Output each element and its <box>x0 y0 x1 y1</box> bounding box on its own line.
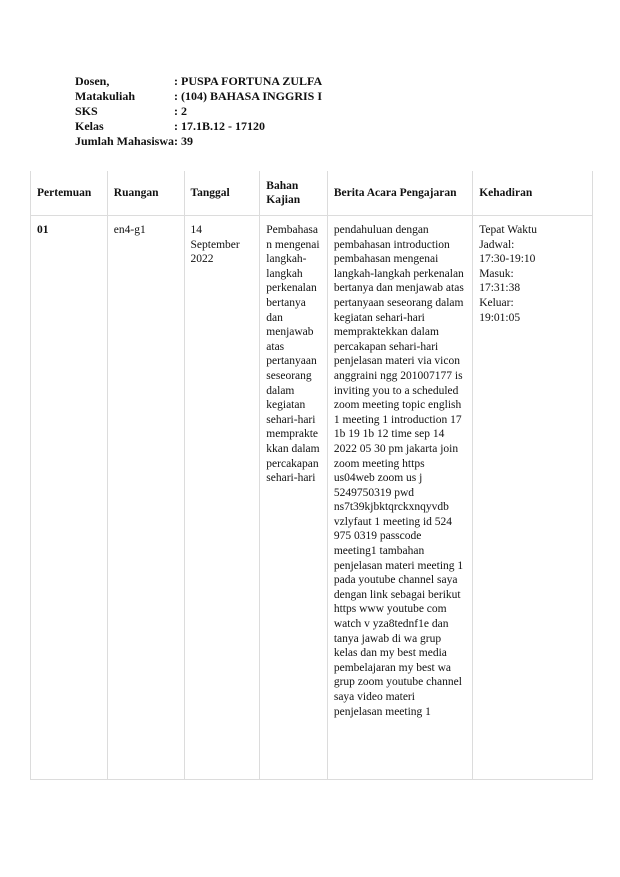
info-label: SKS <box>75 104 98 118</box>
cell-pertemuan: 01 <box>31 216 108 780</box>
info-value: : 17.1B.12 - 17120 <box>174 119 265 133</box>
info-row-matakuliah <box>75 89 322 104</box>
cell-bahan-kajian: Pembahasan mengenai langkah-langkah perkenalan bertanya dan menjawab atas pertanyaan seseorang dalam kegiatan sehari-hari mempraktekkan dalam percakapan sehari-hari <box>260 216 328 780</box>
cell-kehadiran <box>473 216 593 780</box>
table-header-row <box>31 171 593 216</box>
column-header-ruangan: Ruangan <box>107 171 184 216</box>
attendance-keluar-label: Keluar: <box>479 296 514 309</box>
info-label: Matakuliah <box>75 89 136 103</box>
info-row-jumlah-mahasiswa <box>75 134 322 149</box>
cell-berita-acara: pendahuluan dengan pembahasan introduction pembahasan mengenai langkah-langkah perkenalan bertanya dan menjawab atas pertanyaan seseorang dalam kegiatan sehari-hari mempraktekkan dalam percakapan sehari-hari penjelasan materi via vicon anggraini ngg 201007177 is inviting you to a scheduled zoom meeting topic english 1 meeting 1 introduction 17 1b 19 1b 12 time sep 14 2022 05 30 pm jakarta join zoom meeting https us04web zoom us j 5249750319 pwd ns7t39kjbktqrckxnqyvdb vzlyfaut 1 meeting id 524 975 0319 passcode meeting1 tambahan penjelasan materi meeting 1 pada youtube channel saya dengan link sebagai berikut https www youtube com watch v yza8tednf1e dan tanya jawab di wa grup kelas dan my best media pembelajaran my best wa grup zoom youtube channel saya video materi penjelasan meeting 1 <box>327 216 472 780</box>
attendance-table <box>30 171 593 780</box>
info-value: : PUSPA FORTUNA ZULFA <box>174 74 323 88</box>
column-header-bahan-kajian: Bahan Kajian <box>260 171 328 216</box>
attendance-masuk-label: Masuk: <box>479 267 514 280</box>
cell-tanggal: 14 September 2022 <box>184 216 260 780</box>
info-label: Jumlah Mahasiswa <box>75 134 175 148</box>
info-value: : 2 <box>174 104 187 118</box>
info-row-sks <box>75 104 322 119</box>
info-value: : (104) BAHASA INGGRIS I <box>174 89 323 103</box>
cell-ruangan: en4-g1 <box>107 216 184 780</box>
attendance-keluar: 19:01:05 <box>479 311 521 324</box>
info-label: Dosen, <box>75 74 110 88</box>
attendance-table-container <box>30 171 593 780</box>
attendance-jadwal: 17:30-19:10 <box>479 253 536 266</box>
table-row <box>31 216 593 780</box>
info-row-kelas <box>75 119 322 134</box>
course-info <box>75 74 322 149</box>
attendance-status: Tepat Waktu <box>479 224 537 236</box>
column-header-berita-acara: Berita Acara Pengajaran <box>327 171 472 216</box>
info-label: Kelas <box>75 119 104 133</box>
info-row-dosen <box>75 74 322 89</box>
attendance-jadwal-label: Jadwal: <box>479 238 515 251</box>
column-header-tanggal: Tanggal <box>184 171 260 216</box>
column-header-kehadiran: Kehadiran <box>473 171 593 216</box>
info-value: : 39 <box>174 134 193 148</box>
column-header-pertemuan: Pertemuan <box>31 171 108 216</box>
attendance-masuk: 17:31:38 <box>479 282 521 295</box>
